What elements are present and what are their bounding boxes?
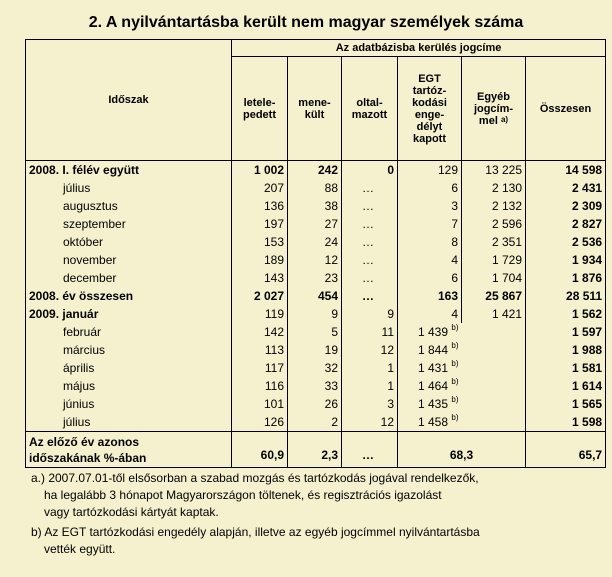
table-cell: 33 bbox=[288, 377, 342, 395]
table-cell: 116 bbox=[232, 377, 288, 395]
group-header: Az adatbázisba kerülés jogcíme bbox=[232, 40, 606, 57]
table-row bbox=[26, 269, 606, 287]
row-label: szeptember bbox=[26, 215, 232, 233]
merged-cell: 1 439 $^{b)}$ bbox=[398, 323, 526, 341]
table-cell: 32 bbox=[288, 359, 342, 377]
table-cell: 2 431 bbox=[526, 179, 606, 197]
column-header: mene- kült bbox=[288, 57, 342, 161]
table-cell: 65,7 bbox=[526, 432, 606, 468]
row-label: Az előző év azonos időszakának %-ában bbox=[26, 432, 232, 468]
merged-cell: 1 431 $^{b)}$ bbox=[398, 359, 526, 377]
table-cell: 13 225 bbox=[462, 161, 526, 180]
table-row bbox=[26, 233, 606, 251]
table-cell: 28 511 bbox=[526, 287, 606, 305]
row-label: 2008. I. félév együtt bbox=[26, 161, 232, 180]
table-cell: 2 536 bbox=[526, 233, 606, 251]
table-cell: … bbox=[342, 287, 398, 305]
table-cell: 197 bbox=[232, 215, 288, 233]
table-cell: 60,9 bbox=[232, 432, 288, 468]
column-header: oltal- mazott bbox=[342, 57, 398, 161]
table-cell: 5 bbox=[288, 323, 342, 341]
table-cell: 12 bbox=[288, 251, 342, 269]
table-cell: 2 130 bbox=[462, 179, 526, 197]
column-header: Egyéb jogcím- mel $^{a)}$ bbox=[462, 57, 526, 161]
row-label: június bbox=[26, 395, 232, 413]
merged-cell: 1 435 $^{b)}$ bbox=[398, 395, 526, 413]
column-header: EGT tartóz- kodási enge- délyt kapott bbox=[398, 57, 462, 161]
percent-row bbox=[26, 432, 606, 468]
table-cell: 38 bbox=[288, 197, 342, 215]
row-label: augusztus bbox=[26, 197, 232, 215]
row-label: július bbox=[26, 179, 232, 197]
row-label: október bbox=[26, 233, 232, 251]
table-cell: 6 bbox=[398, 179, 462, 197]
row-label: február bbox=[26, 323, 232, 341]
row-label: március bbox=[26, 341, 232, 359]
table-cell: 2 827 bbox=[526, 215, 606, 233]
table-row bbox=[26, 377, 606, 395]
table-row bbox=[26, 287, 606, 305]
table-cell: 1 988 bbox=[526, 341, 606, 359]
table-cell: 207 bbox=[232, 179, 288, 197]
table-cell: 2 bbox=[288, 413, 342, 432]
page-title: 2. A nyilvántartásba került nem magyar személyek száma bbox=[88, 14, 524, 31]
table-row bbox=[26, 323, 606, 341]
table-cell: 3 bbox=[398, 197, 462, 215]
table-cell: 14 598 bbox=[526, 161, 606, 180]
table-row bbox=[26, 197, 606, 215]
table-cell: 2 027 bbox=[232, 287, 288, 305]
column-header: Összesen bbox=[526, 57, 606, 161]
table-cell: 19 bbox=[288, 341, 342, 359]
table-row bbox=[26, 179, 606, 197]
table-cell: 9 bbox=[342, 305, 398, 323]
table-row bbox=[26, 341, 606, 359]
table-cell: 12 bbox=[342, 341, 398, 359]
table-cell: 1 bbox=[342, 377, 398, 395]
row-label: november bbox=[26, 251, 232, 269]
table-cell: 117 bbox=[232, 359, 288, 377]
table-cell: 25 867 bbox=[462, 287, 526, 305]
table-cell: 129 bbox=[398, 161, 462, 180]
table-cell: 8 bbox=[398, 233, 462, 251]
table-cell: 24 bbox=[288, 233, 342, 251]
merged-cell: 1 458 $^{b)}$ bbox=[398, 413, 526, 432]
table-cell: 1 729 bbox=[462, 251, 526, 269]
table-cell: 1 562 bbox=[526, 305, 606, 323]
table-cell: 113 bbox=[232, 341, 288, 359]
table-cell: 11 bbox=[342, 323, 398, 341]
table-cell: 7 bbox=[398, 215, 462, 233]
table-cell: 2 596 bbox=[462, 215, 526, 233]
table-cell: 136 bbox=[232, 197, 288, 215]
table-row bbox=[26, 305, 606, 323]
table-cell: 1 614 bbox=[526, 377, 606, 395]
footnote-b: b) Az EGT tartózkodási engedély alapján, illetve az egyéb jogcímmel nyilvántartásba vették együtt. bbox=[31, 525, 480, 556]
table-cell: 142 bbox=[232, 323, 288, 341]
table-cell: 9 bbox=[288, 305, 342, 323]
table-cell: … bbox=[342, 432, 398, 468]
table-cell: 2 351 bbox=[462, 233, 526, 251]
table-cell: 1 565 bbox=[526, 395, 606, 413]
row-label: július bbox=[26, 413, 232, 432]
period-header: Időszak bbox=[26, 40, 232, 161]
table-cell: … bbox=[342, 179, 398, 197]
table-cell: 12 bbox=[342, 413, 398, 432]
table-cell: 126 bbox=[232, 413, 288, 432]
table-cell: 242 bbox=[288, 161, 342, 180]
table-cell: 3 bbox=[342, 395, 398, 413]
table-cell: 119 bbox=[232, 305, 288, 323]
column-header: letele- pedett bbox=[232, 57, 288, 161]
table-cell: 1 597 bbox=[526, 323, 606, 341]
data-table bbox=[25, 39, 606, 468]
table-cell: 1 876 bbox=[526, 269, 606, 287]
table-cell: 1 bbox=[342, 359, 398, 377]
table-cell: 454 bbox=[288, 287, 342, 305]
table-cell: 68,3 bbox=[398, 432, 526, 468]
table-row bbox=[26, 161, 606, 180]
merged-cell: 1 464 $^{b)}$ bbox=[398, 377, 526, 395]
merged-cell: 1 844 $^{b)}$ bbox=[398, 341, 526, 359]
table-cell: … bbox=[342, 197, 398, 215]
table-cell: 1 934 bbox=[526, 251, 606, 269]
row-label: 2008. év összesen bbox=[26, 287, 232, 305]
table-cell: … bbox=[342, 269, 398, 287]
table-cell: 6 bbox=[398, 269, 462, 287]
table-cell: 2,3 bbox=[288, 432, 342, 468]
table-cell: 1 002 bbox=[232, 161, 288, 180]
table-cell: 26 bbox=[288, 395, 342, 413]
row-label: április bbox=[26, 359, 232, 377]
table-row bbox=[26, 251, 606, 269]
table-cell: … bbox=[342, 215, 398, 233]
table-row bbox=[26, 359, 606, 377]
table-row bbox=[26, 215, 606, 233]
table-cell: 1 581 bbox=[526, 359, 606, 377]
row-label: december bbox=[26, 269, 232, 287]
table-cell: 4 bbox=[398, 251, 462, 269]
footnote-a: a.) 2007.07.01-től elsősorban a szabad mozgás és tartózkodás jogával rendelkezők, ha legalább 3 hónapot Magyarországon töltenek, és regisztrációs igazolást vagy tartózkodási kártyát kaptak. bbox=[31, 471, 479, 519]
table-cell: 1 598 bbox=[526, 413, 606, 432]
table-cell: … bbox=[342, 251, 398, 269]
table-row bbox=[26, 413, 606, 432]
table-cell: 1 704 bbox=[462, 269, 526, 287]
table-cell: 2 132 bbox=[462, 197, 526, 215]
row-label: május bbox=[26, 377, 232, 395]
table-cell: … bbox=[342, 233, 398, 251]
table-cell: 4 bbox=[398, 305, 462, 323]
table-row bbox=[26, 395, 606, 413]
table-cell: 1 421 bbox=[462, 305, 526, 323]
table-cell: 2 309 bbox=[526, 197, 606, 215]
table-cell: 189 bbox=[232, 251, 288, 269]
table-cell: 143 bbox=[232, 269, 288, 287]
table-cell: 27 bbox=[288, 215, 342, 233]
table-cell: 0 bbox=[342, 161, 398, 180]
table-cell: 88 bbox=[288, 179, 342, 197]
table-cell: 101 bbox=[232, 395, 288, 413]
row-label: 2009. január bbox=[26, 305, 232, 323]
table-cell: 163 bbox=[398, 287, 462, 305]
table-cell: 153 bbox=[232, 233, 288, 251]
table-cell: 23 bbox=[288, 269, 342, 287]
